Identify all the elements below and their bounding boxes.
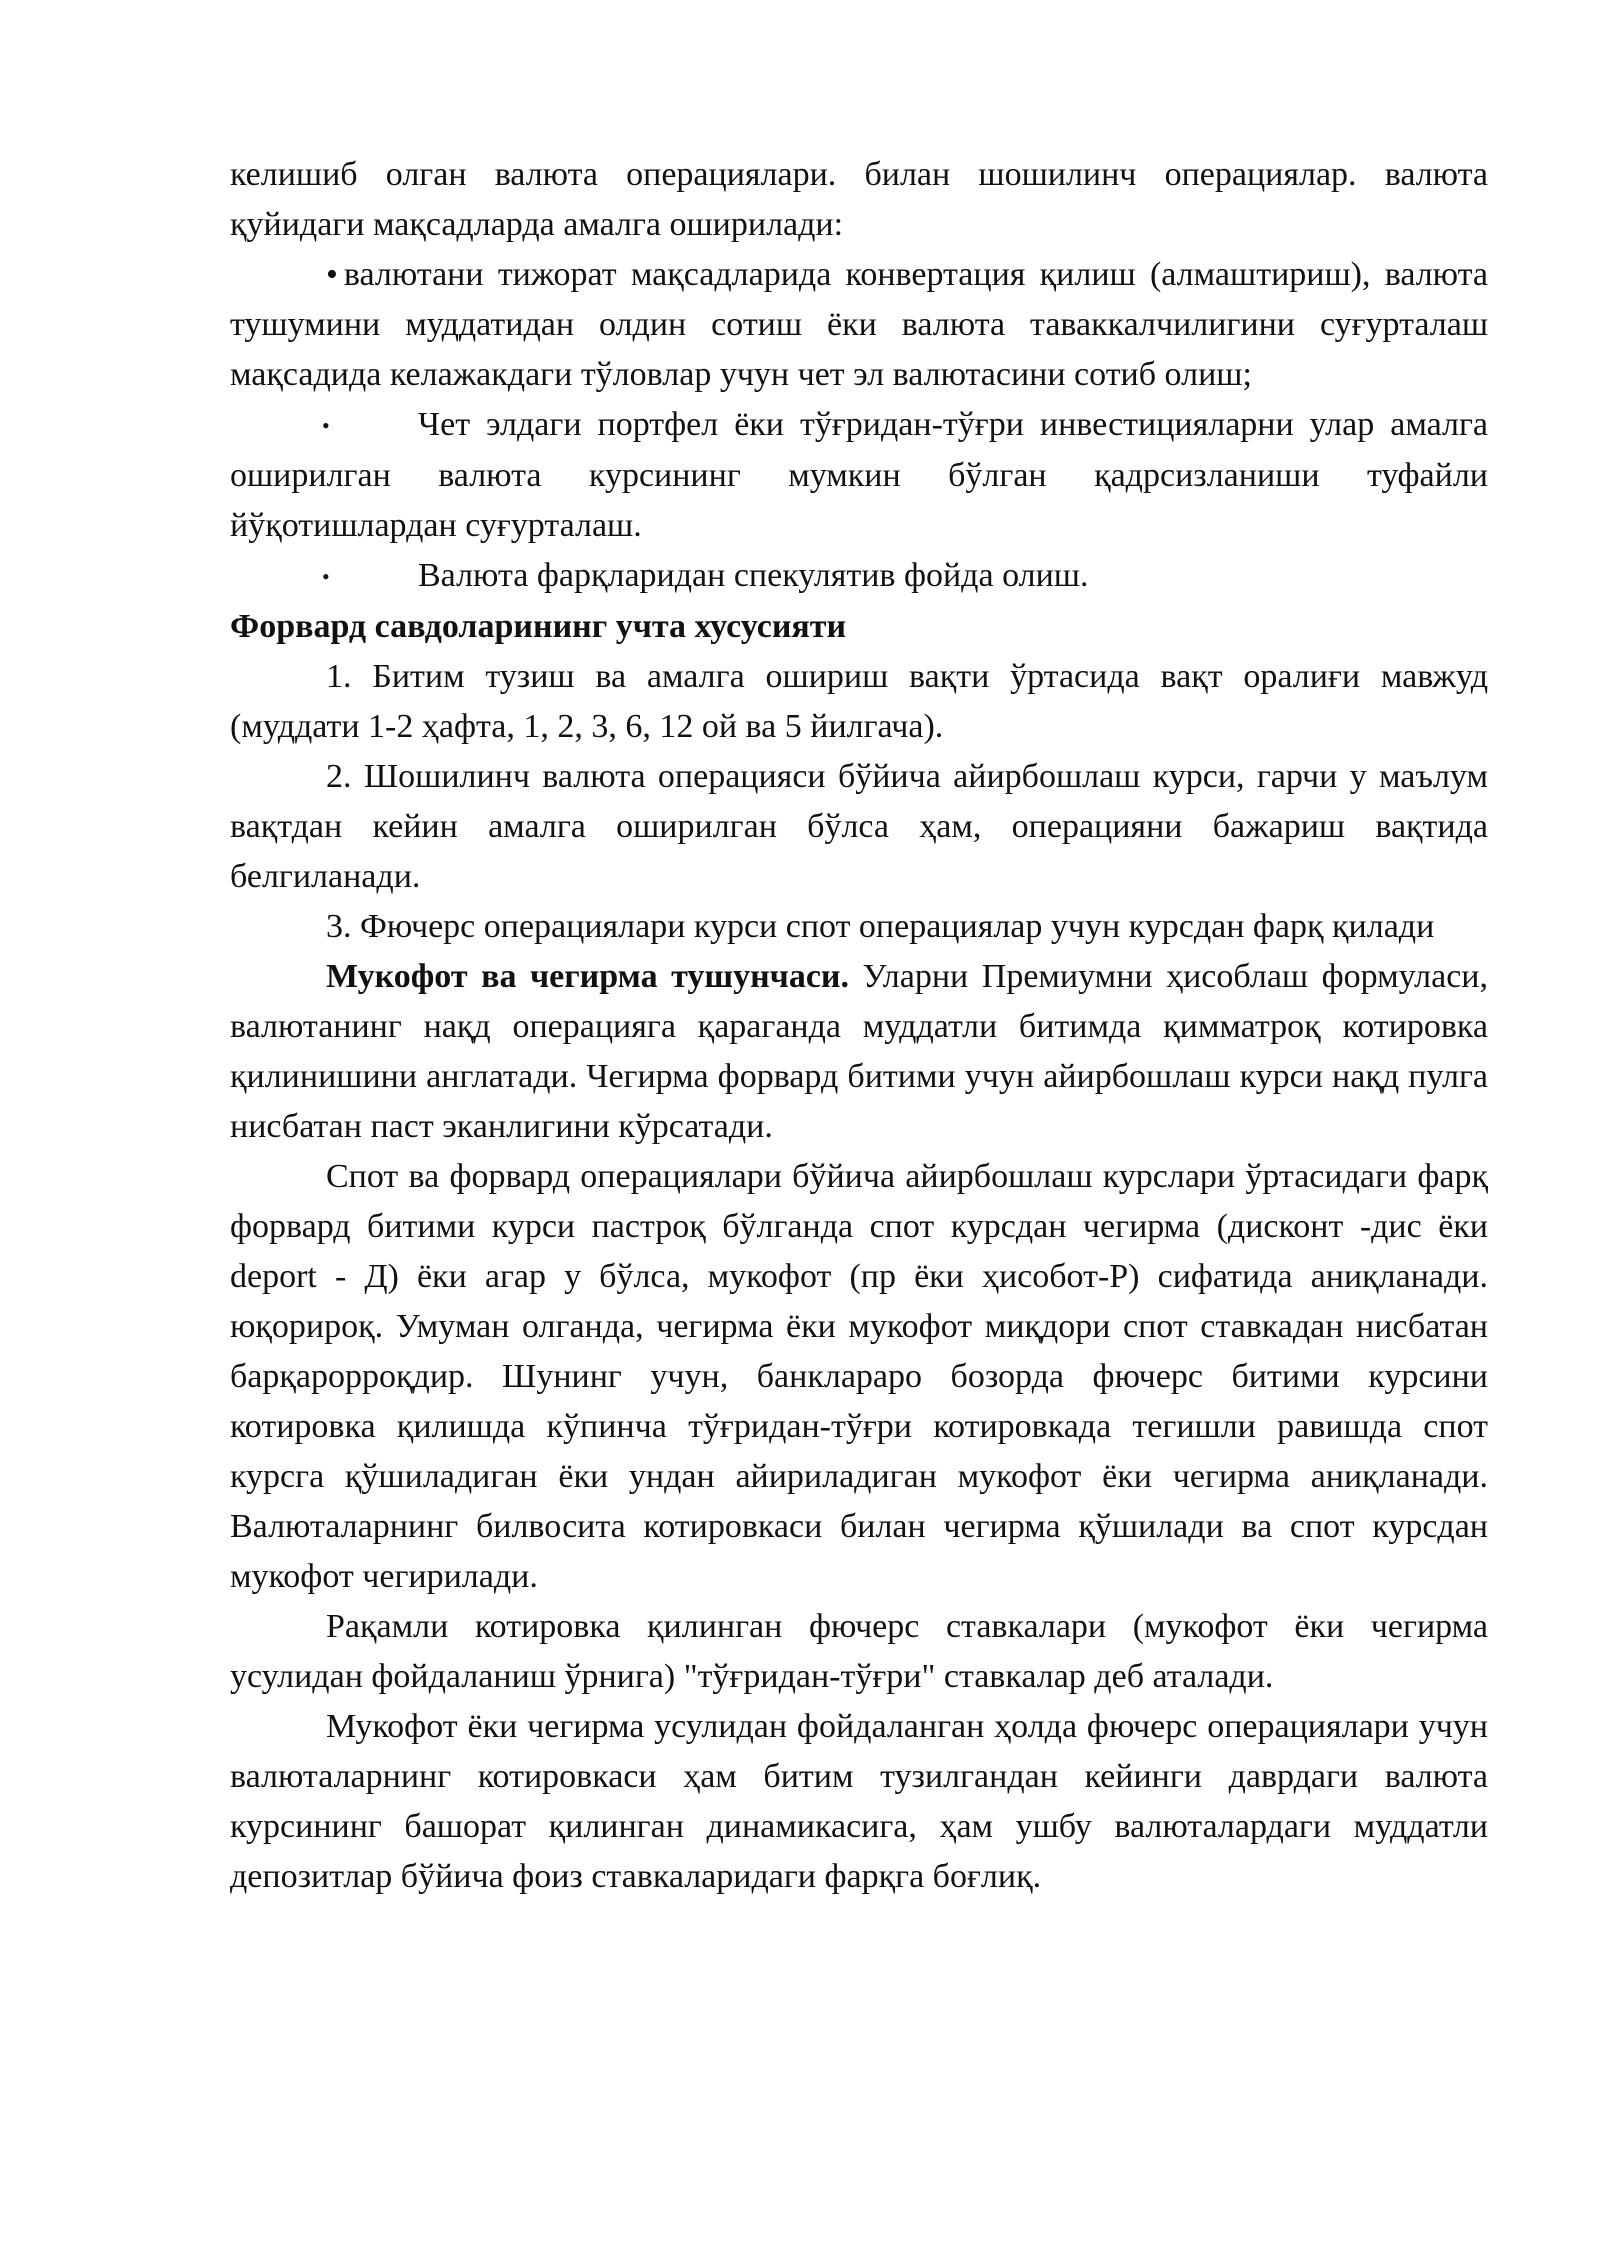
bullet-item-portfolio xyxy=(230,400,1488,551)
section-heading: Форвард савдоларининг учта хусусияти xyxy=(230,608,847,645)
list-item-3: 3. Фючерс операциялари курси спот операциялар учун курсдан фарқ қилади xyxy=(326,908,1435,945)
closing-paragraph: Мукофот ёки чегирма усулидан фойдаланган ҳолда фючерс операциялари учун валюталарнинг котировкаси ҳам битим тузилгандан кейинги даврдаги валюта курсининг башорат қилинган динамикасига, ҳам ушбу валюталардаги муддатли депозитлар бўйича фоиз ставкаларидаги фарқга боғлиқ. xyxy=(230,1708,1488,1895)
document-body xyxy=(230,150,1488,1902)
list-item-2: 2. Шошилинч валюта операцияси бўйича айирбошлаш курси, гарчи у маълум вақтдан кейин амалга оширилган бўлса ҳам, операцияни бажариш вақтида белгиланади. xyxy=(230,758,1488,895)
premium-definition: Уларни Премиумни ҳисоблаш формуласи, валютанинг нақд операцияга қараганда муддатли битимда қимматроқ котировка қилинишини англатади. Чегирма форвард битими учун айирбошлаш курси нақд пулга нисбатан паст эканлигини кўрсатади. xyxy=(230,958,1488,1145)
spot-forward-paragraph: Спот ва форвард операциялари бўйича айирбошлаш курслари ўртасидаги фарқ форвард битими курси пастроқ бўлганда спот курсдан чегирма (дисконт -дис ёки deport - Д) ёки агар у бўлса, мукофот (пр ёки ҳисобот-Р) сифатида аниқланади. юқорироқ. Умуман олганда, чегирма ёки мукофот миқдори спот ставкадан нисбатан барқарорроқдир. Шунинг учун, банклараро бозорда фючерс битими курсини котировка қилишда кўпинча тўғридан-тўғри котировкада тегишли равишда спот курсга қўшиладиган ёки ундан айириладиган мукофот ёки чегирма аниқланади. Валюталарнинг билвосита котировкаси билан чегирма қўшилади ва спот курсдан мукофот чегирилади. xyxy=(230,1158,1488,1595)
bullet-item-speculation xyxy=(230,551,1488,602)
premium-term: Мукофот ва чегирма тушунчаси. xyxy=(326,958,850,995)
bullet-text: Чет элдаги портфел ёки тўғридан-тўғри инвестицияларни улар амалга оширилган валюта курсининг мумкин бўлган қадрсизланиши туфайли йўқотишлардан суғурталаш. xyxy=(230,406,1488,544)
bullet-marker: • xyxy=(322,413,330,438)
bullet-text: валютани тижорат мақсадларида конвертация қилиш (алмаштириш), валюта тушумини муддатидан олдин сотиш ёки валюта таваккалчилигини суғурталаш мақсадида келажакдаги тўловлар учун чет эл валютасини сотиб олиш; xyxy=(230,256,1488,393)
bullet-marker: • xyxy=(326,256,338,293)
bullet-text: Валюта фарқларидан спекулятив фойда олиш. xyxy=(418,557,1089,594)
bullet-item-conversion xyxy=(230,250,1488,400)
list-item-1: 1. Битим тузиш ва амалга ошириш вақти ўртасида вақт оралиғи мавжуд (муддати 1-2 ҳафта, 1, 2, 3, 6, 12 ой ва 5 йилгача). xyxy=(230,658,1488,745)
premium-paragraph xyxy=(230,952,1488,1152)
bullet-marker: • xyxy=(322,564,330,589)
digital-quote-paragraph: Рақамли котировка қилинган фючерс ставкалари (мукофот ёки чегирма усулидан фойдаланиш ўрнига) "тўғридан-тўғри" ставкалар деб аталади. xyxy=(230,1608,1488,1695)
intro-paragraph: келишиб олган валюта операциялари. билан шошилинч операциялар. валюта қуйидаги мақсадларда амалга оширилади: xyxy=(230,156,1488,243)
